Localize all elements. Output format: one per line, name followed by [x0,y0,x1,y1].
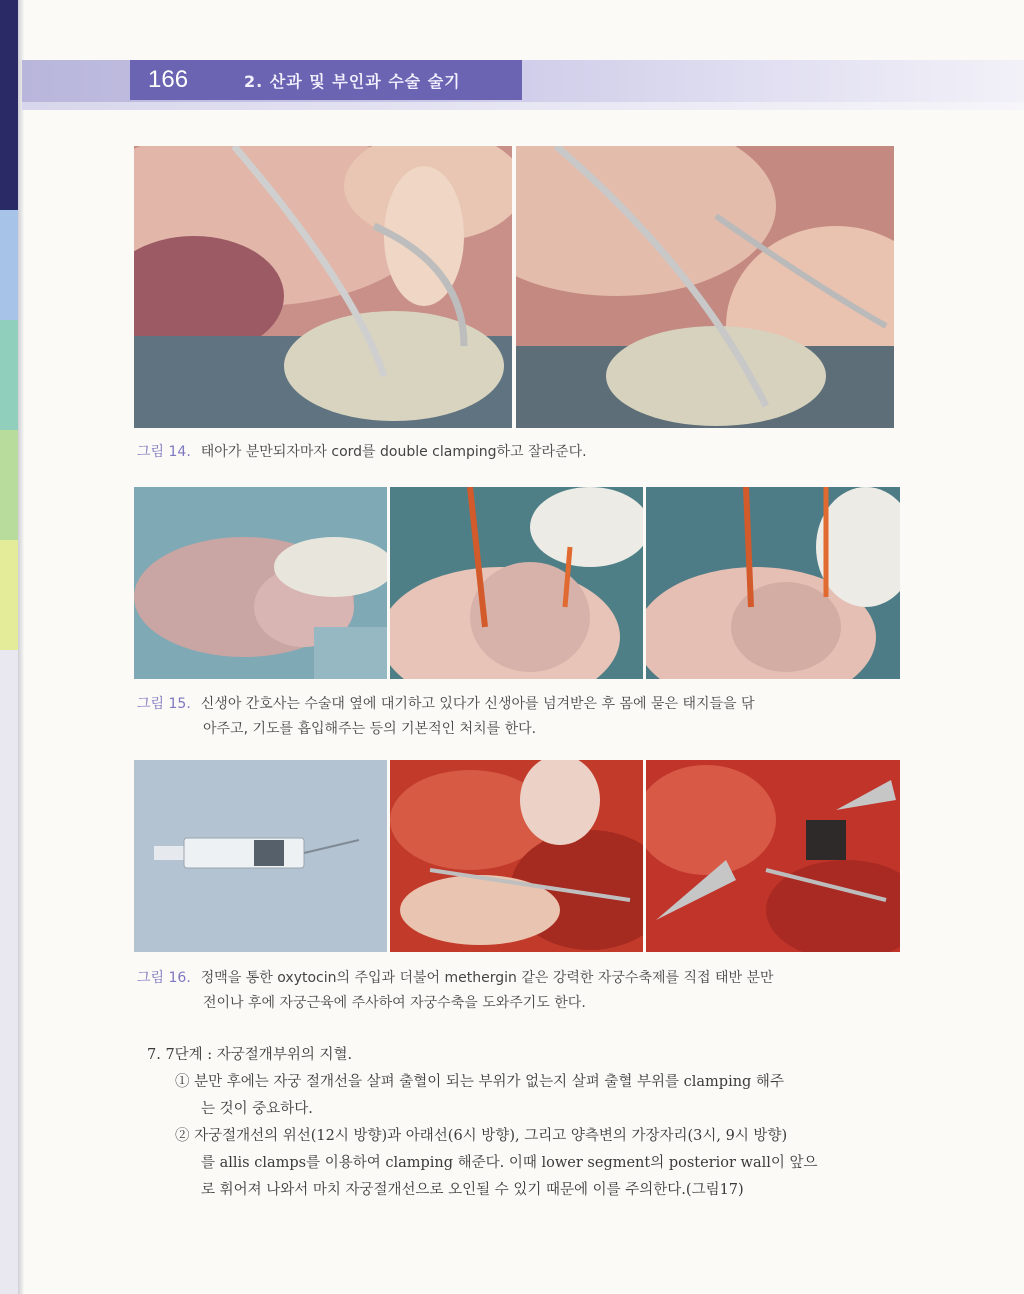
figure-15-caption-line-2: 아주고, 기도를 흡입해주는 등의 기본적인 처치를 한다. [203,721,537,737]
item-2-line-1: 자궁절개선의 위선(12시 방향)과 아래선(6시 방향), 그리고 양측변의 가장자리(3시, 9시 방향) [194,1128,788,1144]
spine-shadow [18,0,24,1294]
figure-15-caption [137,692,755,742]
figure-16-photo-left [134,760,387,952]
figure-14-photo-left [134,146,512,428]
header-tab [130,60,522,100]
figure-16-caption [137,966,774,1016]
item-2-line-2: 를 allis clamps를 이용하여 clamping 해준다. 이때 lower segment의 posterior wall이 앞으 [201,1155,818,1171]
item-2-line-3: 로 휘어져 나와서 마치 자궁절개선으로 오인될 수 있기 때문에 이를 주의한다.(그림17) [201,1182,744,1198]
figure-15-photo-left [134,487,387,679]
item-1-marker: ① [175,1074,190,1090]
figure-15-caption-line-1: 신생아 간호사는 수술대 옆에 대기하고 있다가 신생아를 넘겨받은 후 몸에 묻은 태지들을 닦 [200,696,755,712]
list-item [147,1069,907,1123]
figure-14-photo-right [516,146,894,428]
figure-16-label: 그림 16. [137,970,191,986]
item-1-line-1: 분만 후에는 자궁 절개선을 살펴 출혈이 되는 부위가 없는지 살펴 출혈 부위를 clamping 해주 [194,1074,784,1090]
edge-tab-grey [0,650,18,1294]
edge-tab-teal [0,320,18,430]
item-1-line-2: 는 것이 중요하다. [201,1101,313,1117]
chapter-title: 2. 산과 및 부인과 수술 술기 [244,71,461,91]
figure-16-photo-middle [390,760,643,952]
body-section [147,1042,907,1204]
figure-16-photo-right [646,760,900,952]
edge-tab-navy [0,0,18,210]
figure-15-photo-middle [390,487,643,679]
edge-tab-green [0,430,18,540]
figure-16-caption-line-2: 전이나 후에 자궁근육에 주사하여 자궁수축을 도와주기도 한다. [203,995,586,1011]
edge-tab-yellow [0,540,18,650]
edge-tab-blue [0,210,18,320]
item-2-marker: ② [175,1128,190,1144]
header-bar-lower [22,102,1024,110]
step-heading: 7. 7단계 : 자궁절개부위의 지혈. [147,1047,353,1063]
figure-14-caption [137,440,587,465]
page-number: 166 [148,66,189,93]
figure-15-photo-right [646,487,900,679]
list-item [147,1123,907,1204]
figure-16-caption-line-1: 정맥을 통한 oxytocin의 주입과 더불어 methergin 같은 강력한 자궁수축제를 직접 태반 분만 [200,970,774,986]
figure-14-label: 그림 14. [137,444,191,460]
figure-14-caption-line-1: 태아가 분만되자마자 cord를 double clamping하고 잘라준다. [200,444,587,460]
figure-15-label: 그림 15. [137,696,191,712]
